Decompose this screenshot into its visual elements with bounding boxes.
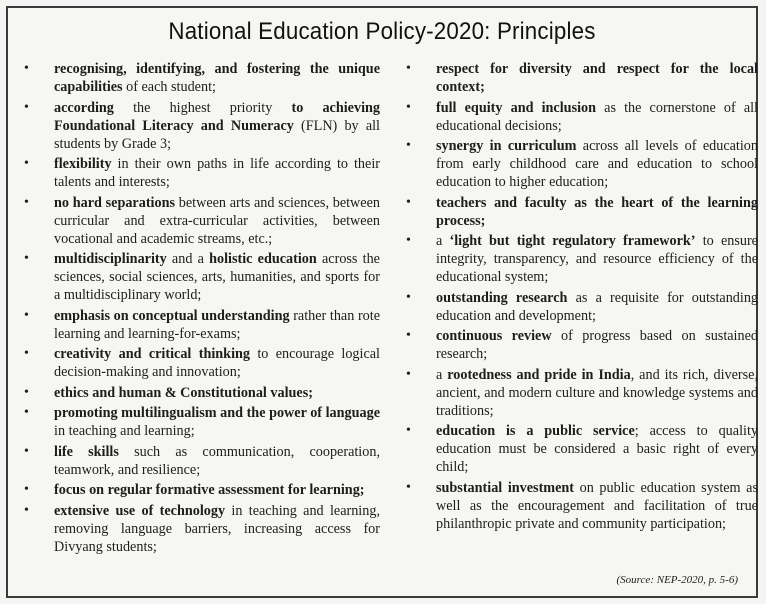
principle-item <box>20 384 380 402</box>
principle-item <box>20 502 380 556</box>
principle-item <box>402 232 758 286</box>
bullet-icon: • <box>24 443 29 459</box>
principle-emphasis: substantial investment <box>436 479 575 496</box>
principle-item <box>20 250 380 304</box>
bullet-icon: • <box>406 366 411 382</box>
principle-text: of progress based on sustained research; <box>436 328 758 362</box>
principle-text: on public education system as well as the encouragement and facilitation of true philanthropic private and community participation; <box>436 479 759 532</box>
left-column <box>20 60 380 558</box>
principle-emphasis: outstanding research <box>436 289 568 306</box>
principle-emphasis: promoting multilingualism and the power of language <box>54 405 380 421</box>
principle-item <box>402 479 758 533</box>
principle-item <box>20 345 380 381</box>
principle-emphasis: according <box>54 99 114 116</box>
bullet-icon: • <box>406 328 411 343</box>
left-principles-list <box>20 60 380 556</box>
bullet-icon: • <box>24 156 29 171</box>
principle-emphasis: emphasis on conceptual understanding <box>54 307 290 324</box>
principle-text: as the cornerstone of all educational decisions; <box>436 99 758 134</box>
principle-text: , and its rich, diverse, ancient, and modern culture and knowledge systems and traditions; <box>436 366 758 419</box>
principle-item <box>20 60 380 96</box>
bullet-icon: • <box>24 194 29 210</box>
principle-emphasis: extensive use of technology <box>54 502 226 519</box>
principle-emphasis: to achieving Foundational Literacy and Numeracy <box>54 99 380 134</box>
principle-emphasis: life skills <box>54 443 119 460</box>
bullet-icon: • <box>24 251 29 266</box>
principle-text: and a <box>166 251 210 267</box>
principle-emphasis: holistic education <box>209 251 317 267</box>
principle-item <box>402 366 758 420</box>
bullet-icon: • <box>406 479 411 495</box>
principle-text: to encourage logical decision-making and innovation; <box>54 346 381 380</box>
principle-text: across all levels of education from early childhood care and education to school education to higher education; <box>436 138 758 190</box>
principle-item <box>20 155 380 191</box>
page-title: National Education Policy-2020: Principles <box>168 18 596 45</box>
principle-text: of each student; <box>122 79 216 95</box>
principle-text: across the sciences, social sciences, arts, humanities, and sports for a multidisciplinary world; <box>54 251 380 303</box>
source-citation: (Source: NEP-2020, p. 5-6) <box>616 574 738 586</box>
bullet-icon: • <box>406 99 411 115</box>
principle-emphasis: flexibility <box>54 156 112 172</box>
principle-emphasis: education is a public service <box>436 423 635 439</box>
principle-text: a <box>436 366 448 383</box>
principle-emphasis: teachers and faculty as the heart of the learning process; <box>436 194 758 229</box>
principle-item <box>402 137 758 191</box>
bullet-icon: • <box>24 384 29 400</box>
bullet-icon: • <box>24 482 29 497</box>
bullet-icon: • <box>406 138 411 153</box>
principle-item <box>20 194 380 248</box>
bullet-icon: • <box>24 346 29 361</box>
principle-emphasis: rootedness and pride in India <box>447 366 631 383</box>
principle-item <box>20 443 380 479</box>
principle-text: rather than rote learning and learning-for-exams; <box>54 307 380 342</box>
principle-item <box>20 307 380 343</box>
principle-emphasis: focus on regular formative assessment for learning; <box>54 482 365 498</box>
bullet-icon: • <box>406 233 411 248</box>
bullet-icon: • <box>24 405 29 420</box>
bullet-icon: • <box>24 61 29 76</box>
principle-emphasis: ‘light but tight regulatory framework’ <box>449 233 696 249</box>
principle-text: in teaching and learning; <box>54 423 195 439</box>
principle-text: in teaching and learning, removing language barriers, increasing access for Divyang students; <box>54 502 380 555</box>
principle-emphasis: full equity and inclusion <box>436 99 597 116</box>
principle-emphasis: no hard separations <box>54 194 175 211</box>
principle-emphasis: creativity and critical thinking <box>54 346 250 362</box>
principle-emphasis: multidisciplinarity <box>54 251 167 267</box>
content-box <box>6 6 758 598</box>
principle-text: to ensure integrity, transparency, and resource efficiency of the educational system; <box>436 233 758 285</box>
principle-emphasis: recognising, identifying, and fostering the unique capabilities <box>54 61 380 95</box>
bullet-icon: • <box>406 61 411 76</box>
principle-text: such as communication, cooperation, teamwork, and resilience; <box>54 443 380 478</box>
bullet-icon: • <box>24 99 29 115</box>
principle-text: between arts and sciences, between curricular and extra-curricular activities, between vocational and academic streams, etc.; <box>54 194 380 247</box>
principle-item <box>402 422 758 476</box>
principle-item <box>20 404 380 440</box>
bullet-icon: • <box>24 307 29 323</box>
principle-text: the highest priority <box>113 99 292 116</box>
right-column <box>402 60 758 535</box>
principle-text: ; access to quality education must be considered a basic right of every child; <box>436 423 758 475</box>
principle-item <box>402 194 758 230</box>
principle-text: as a requisite for outstanding education and development; <box>436 289 759 324</box>
principle-item <box>402 99 758 135</box>
principle-item <box>402 327 758 363</box>
principle-emphasis: synergy in curriculum <box>436 138 577 154</box>
principle-emphasis: ethics and human & Constitutional values; <box>54 384 313 401</box>
bullet-icon: • <box>406 423 411 438</box>
principle-text: in their own paths in life according to their talents and interests; <box>54 156 380 190</box>
principle-item <box>20 481 380 499</box>
principle-item <box>402 289 758 325</box>
principle-item <box>20 99 380 153</box>
bullet-icon: • <box>406 289 411 305</box>
principle-text: a <box>436 233 450 249</box>
right-principles-list <box>402 60 758 533</box>
principle-item <box>402 60 758 96</box>
principle-text: (FLN) by all students by Grade 3; <box>54 117 381 152</box>
bullet-icon: • <box>24 502 29 518</box>
bullet-icon: • <box>406 194 411 210</box>
principle-emphasis: respect for diversity and respect for the local context; <box>436 61 758 95</box>
principle-emphasis: continuous review <box>436 328 552 344</box>
